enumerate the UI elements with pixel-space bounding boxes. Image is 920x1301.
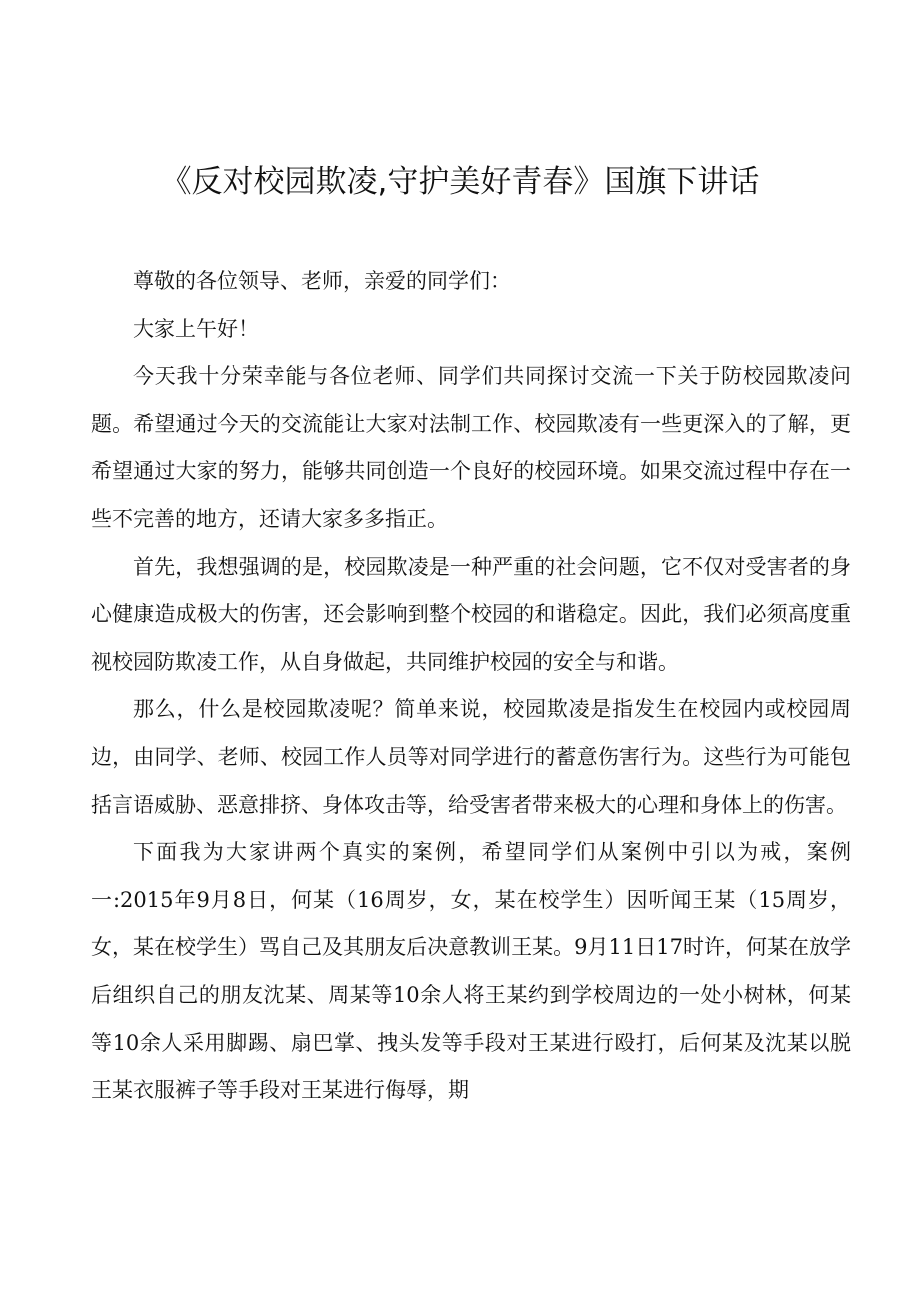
- document-body: [91, 258, 851, 1115]
- emphasis-paragraph: 首先，我想强调的是，校园欺凌是一种严重的社会问题，它不仅对受害者的身心健康造成极大的伤害，还会影响到整个校园的和谐稳定。因此，我们必须高度重视校园防欺凌工作，从自身做起，共同维护校园的安全与和谐。: [91, 554, 851, 674]
- greeting-paragraph: 大家上午好！: [133, 316, 259, 341]
- case-paragraph: 下面我为大家讲两个真实的案例，希望同学们从案例中引以为戒，案例一:2015年9月8日，何某（16周岁，女，某在校学生）因听闻王某（15周岁，女，某在校学生）骂自己及其朋友后决意教训王某。9月11日17时许，何某在放学后组织自己的朋友沈某、周某等10余人将王某约到学校周边的一处小树林，何某等10余人采用脚踢、扇巴掌、拽头发等手段对王某进行殴打，后何某及沈某以脱王某衣服裤子等手段对王某进行侮辱，期: [91, 840, 851, 1103]
- salutation-paragraph: 尊敬的各位领导、老师，亲爱的同学们：: [133, 269, 511, 293]
- intro-paragraph: 今天我十分荣幸能与各位老师、同学们共同探讨交流一下关于防校园欺凌问题。希望通过今天的交流能让大家对法制工作、校园欺凌有一些更深入的了解，更希望通过大家的努力，能够共同创造一个良好的校园环境。如果交流过程中存在一些不完善的地方，还请大家多多指正。: [91, 364, 851, 531]
- definition-paragraph: 那么，什么是校园欺凌呢？简单来说，校园欺凌是指发生在校园内或校园周边，由同学、老师、校园工作人员等对同学进行的蓄意伤害行为。这些行为可能包括言语威胁、恶意排挤、身体攻击等，给受害者带来极大的心理和身体上的伤害。: [91, 697, 851, 817]
- document-title: 《反对校园欺凌,守护美好青春》国旗下讲话: [160, 164, 760, 200]
